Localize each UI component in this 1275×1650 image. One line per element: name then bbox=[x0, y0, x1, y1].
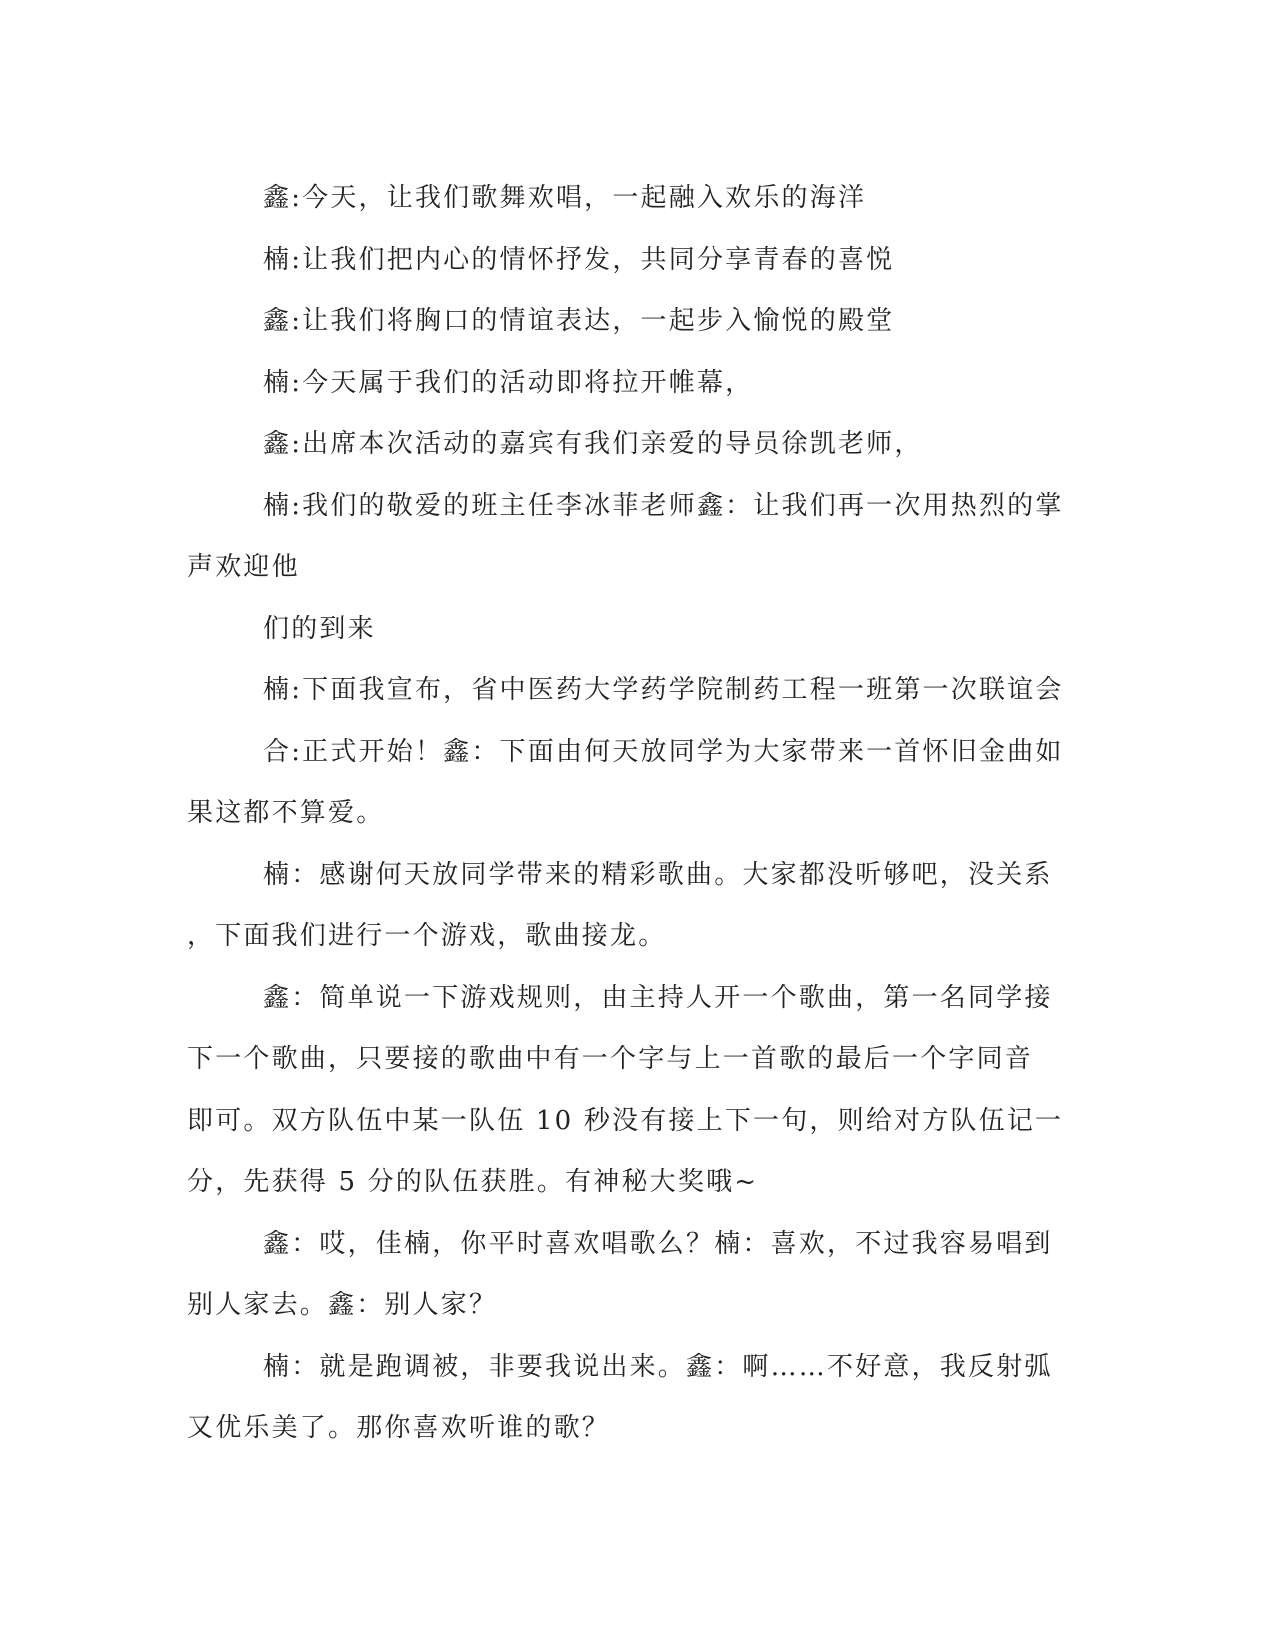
paragraph bbox=[187, 168, 1082, 230]
paragraph bbox=[187, 599, 1082, 661]
text-line: 鑫:让我们将胸口的情谊表达，一起步入愉悦的殿堂 bbox=[263, 306, 895, 336]
text-line: 果这都不算爱。 bbox=[187, 798, 385, 828]
text-line: 楠:我们的敬爱的班主任李冰菲老师鑫：让我们再一次用热烈的掌 bbox=[263, 490, 1064, 521]
text-line: ，下面我们进行一个游戏，歌曲接龙。 bbox=[187, 921, 667, 951]
document-body bbox=[187, 168, 1082, 1460]
paragraph bbox=[187, 414, 1082, 476]
text-line: 声欢迎他 bbox=[187, 552, 300, 582]
paragraph bbox=[187, 291, 1082, 353]
text-line: 下一个歌曲，只要接的歌曲中有一个字与上一首歌的最后一个字同音 bbox=[187, 1044, 1034, 1074]
text-line: 鑫：哎，佳楠，你平时喜欢唱歌么？楠：喜欢，不过我容易唱到 bbox=[263, 1228, 1053, 1259]
text-line: 鑫:出席本次活动的嘉宾有我们亲爱的导员徐凯老师， bbox=[263, 429, 923, 459]
text-line: 鑫：简单说一下游戏规则，由主持人开一个歌曲，第一名同学接 bbox=[263, 982, 1053, 1013]
paragraph bbox=[187, 968, 1082, 1214]
text-line: 楠:今天属于我们的活动即将拉开帷幕， bbox=[263, 367, 754, 398]
text-line: 们的到来 bbox=[263, 613, 376, 644]
text-line: 鑫:今天，让我们歌舞欢唱，一起融入欢乐的海洋 bbox=[263, 183, 867, 213]
text-line: 分，先获得 5 分的队伍获胜。有神秘大奖哦~ bbox=[187, 1167, 759, 1197]
paragraph bbox=[187, 230, 1082, 292]
text-line: 合:正式开始！鑫：下面由何天放同学为大家带来一首怀旧金曲如 bbox=[263, 736, 1064, 767]
text-line: 楠：感谢何天放同学带来的精彩歌曲。大家都没听够吧，没关系 bbox=[263, 859, 1053, 890]
text-line: 楠：就是跑调被，非要我说出来。鑫：啊……不好意，我反射弧 bbox=[263, 1351, 1053, 1382]
paragraph bbox=[187, 722, 1082, 845]
paragraph bbox=[187, 1214, 1082, 1337]
text-line: 又优乐美了。那你喜欢听谁的歌？ bbox=[187, 1413, 611, 1443]
text-line: 楠:下面我宣布，省中医药大学药学院制药工程一班第一次联谊会 bbox=[263, 675, 1064, 705]
text-line: 即可。双方队伍中某一队伍 10 秒没有接上下一句，则给对方队伍记一 bbox=[187, 1105, 1064, 1136]
text-line: 楠:让我们把内心的情怀抒发，共同分享青春的喜悦 bbox=[263, 244, 895, 275]
paragraph bbox=[187, 845, 1082, 968]
paragraph bbox=[187, 476, 1082, 599]
paragraph bbox=[187, 660, 1082, 722]
paragraph bbox=[187, 353, 1082, 415]
text-line: 别人家去。鑫：别人家？ bbox=[187, 1290, 498, 1320]
paragraph bbox=[187, 1337, 1082, 1460]
